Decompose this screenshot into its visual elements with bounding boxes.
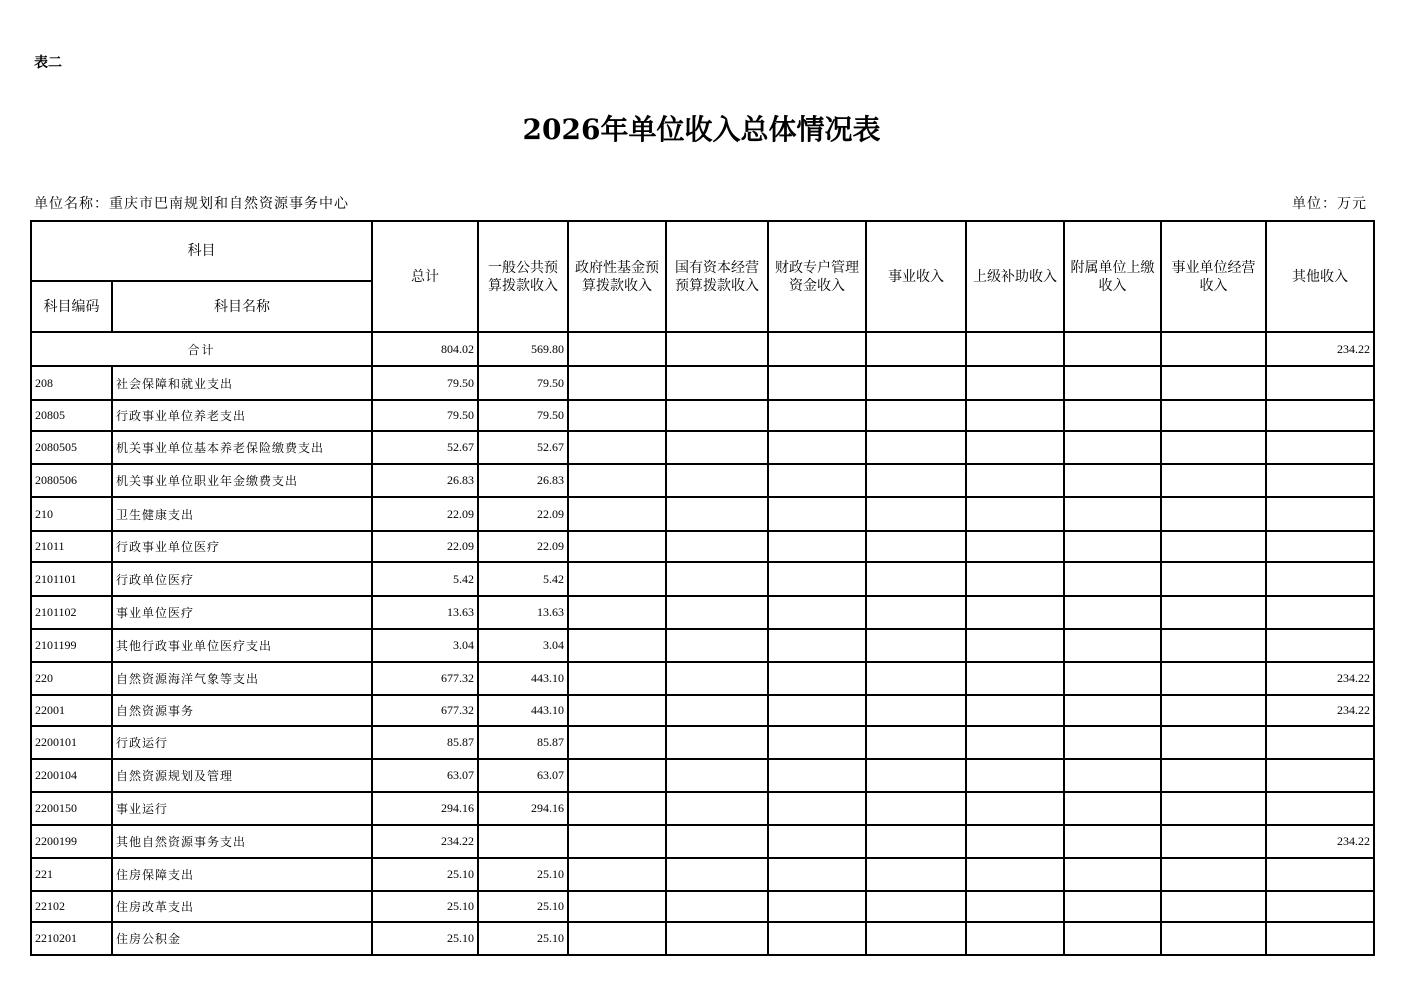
table-row	[31, 400, 1374, 431]
subject-name: 自然资源规划及管理	[112, 759, 372, 792]
amount-cell	[568, 662, 666, 695]
amount-cell	[768, 695, 866, 726]
header-affiliated-payment: 附属单位上缴收入	[1064, 221, 1161, 332]
subject-name: 行政单位医疗	[112, 562, 372, 596]
amount-cell: 25.10	[478, 891, 568, 922]
amount-cell: 677.32	[372, 695, 478, 726]
amount-cell	[1266, 792, 1374, 825]
amount-cell	[666, 596, 768, 629]
amount-cell	[666, 825, 768, 858]
amount-cell	[768, 464, 866, 497]
amount-cell	[1064, 562, 1161, 596]
amount-cell	[966, 792, 1064, 825]
table-row	[31, 629, 1374, 662]
total-cell	[1161, 332, 1266, 366]
amount-cell: 25.10	[372, 891, 478, 922]
amount-cell: 79.50	[372, 366, 478, 400]
total-cell	[1064, 332, 1161, 366]
amount-cell: 26.83	[478, 464, 568, 497]
amount-cell	[1064, 662, 1161, 695]
amount-cell	[1064, 759, 1161, 792]
amount-cell	[666, 695, 768, 726]
subject-name: 事业单位医疗	[112, 596, 372, 629]
subject-name: 行政运行	[112, 726, 372, 759]
amount-cell	[1064, 629, 1161, 662]
amount-cell	[666, 629, 768, 662]
amount-cell	[768, 662, 866, 695]
amount-cell	[866, 431, 966, 464]
subject-code: 2210201	[31, 922, 112, 955]
total-cell	[568, 332, 666, 366]
amount-cell	[568, 825, 666, 858]
amount-cell	[1064, 891, 1161, 922]
table-row	[31, 825, 1374, 858]
subject-code: 208	[31, 366, 112, 400]
amount-cell: 79.50	[372, 400, 478, 431]
subject-code: 2200101	[31, 726, 112, 759]
subject-code: 2080506	[31, 464, 112, 497]
amount-cell	[1064, 858, 1161, 891]
amount-cell	[1064, 695, 1161, 726]
amount-cell: 63.07	[372, 759, 478, 792]
amount-cell	[1064, 596, 1161, 629]
table-row	[31, 891, 1374, 922]
amount-cell	[966, 497, 1064, 531]
amount-cell: 5.42	[478, 562, 568, 596]
amount-cell	[866, 464, 966, 497]
amount-cell	[1266, 858, 1374, 891]
total-cell: 804.02	[372, 332, 478, 366]
amount-cell	[768, 922, 866, 955]
subject-name: 住房改革支出	[112, 891, 372, 922]
amount-cell	[1266, 400, 1374, 431]
amount-cell	[568, 431, 666, 464]
amount-cell	[666, 366, 768, 400]
total-cell	[768, 332, 866, 366]
subject-name: 住房公积金	[112, 922, 372, 955]
amount-cell	[866, 629, 966, 662]
header-total: 总计	[372, 221, 478, 332]
subject-name: 住房保障支出	[112, 858, 372, 891]
subject-code: 2101102	[31, 596, 112, 629]
amount-cell	[866, 562, 966, 596]
total-cell	[666, 332, 768, 366]
amount-cell	[666, 497, 768, 531]
amount-cell	[1064, 922, 1161, 955]
amount-cell	[568, 891, 666, 922]
amount-cell: 234.22	[1266, 695, 1374, 726]
table-row	[31, 596, 1374, 629]
amount-cell	[768, 366, 866, 400]
amount-cell	[966, 662, 1064, 695]
amount-cell: 79.50	[478, 366, 568, 400]
subject-code: 2101101	[31, 562, 112, 596]
subject-name: 机关事业单位职业年金缴费支出	[112, 464, 372, 497]
amount-cell	[1266, 562, 1374, 596]
subject-code: 220	[31, 662, 112, 695]
amount-cell	[1161, 531, 1266, 562]
amount-cell: 63.07	[478, 759, 568, 792]
amount-cell	[1161, 497, 1266, 531]
amount-cell	[966, 858, 1064, 891]
amount-cell	[666, 726, 768, 759]
subject-name: 行政事业单位医疗	[112, 531, 372, 562]
subject-code: 2101199	[31, 629, 112, 662]
amount-cell: 294.16	[478, 792, 568, 825]
amount-cell	[966, 759, 1064, 792]
amount-cell	[666, 891, 768, 922]
amount-cell	[666, 759, 768, 792]
amount-cell	[866, 759, 966, 792]
amount-cell	[768, 497, 866, 531]
amount-cell	[568, 531, 666, 562]
amount-cell: 25.10	[372, 858, 478, 891]
amount-cell	[1161, 662, 1266, 695]
amount-cell	[666, 922, 768, 955]
amount-cell: 234.22	[1266, 825, 1374, 858]
header-general-budget: 一般公共预算拨款收入	[478, 221, 568, 332]
amount-cell	[768, 759, 866, 792]
amount-cell	[966, 400, 1064, 431]
amount-cell	[768, 858, 866, 891]
subject-name: 自然资源海洋气象等支出	[112, 662, 372, 695]
amount-cell	[1161, 858, 1266, 891]
amount-cell: 3.04	[372, 629, 478, 662]
table-row	[31, 759, 1374, 792]
amount-cell	[866, 922, 966, 955]
amount-cell	[666, 858, 768, 891]
amount-cell	[768, 825, 866, 858]
table-row	[31, 662, 1374, 695]
amount-cell: 52.67	[372, 431, 478, 464]
amount-cell	[768, 726, 866, 759]
amount-cell	[568, 726, 666, 759]
table-row	[31, 464, 1374, 497]
total-cell	[966, 332, 1064, 366]
total-cell: 569.80	[478, 332, 568, 366]
amount-cell	[866, 792, 966, 825]
amount-cell	[1266, 431, 1374, 464]
amount-cell	[568, 562, 666, 596]
subject-code: 2200150	[31, 792, 112, 825]
amount-cell	[1266, 464, 1374, 497]
amount-cell	[866, 662, 966, 695]
amount-cell	[966, 464, 1064, 497]
amount-cell	[1266, 759, 1374, 792]
amount-cell	[866, 531, 966, 562]
amount-cell: 85.87	[478, 726, 568, 759]
amount-cell: 5.42	[372, 562, 478, 596]
amount-cell	[866, 858, 966, 891]
header-state-capital: 国有资本经营预算拨款收入	[666, 221, 768, 332]
header-subject: 科目	[31, 221, 372, 281]
page-title: 2026年单位收入总体情况表	[522, 113, 881, 146]
subject-name: 其他行政事业单位医疗支出	[112, 629, 372, 662]
amount-cell	[1161, 400, 1266, 431]
amount-cell	[568, 400, 666, 431]
amount-cell	[1266, 497, 1374, 531]
amount-cell	[568, 497, 666, 531]
amount-cell	[1266, 531, 1374, 562]
amount-cell	[1064, 366, 1161, 400]
amount-cell	[568, 366, 666, 400]
amount-cell: 3.04	[478, 629, 568, 662]
amount-cell	[966, 825, 1064, 858]
amount-cell	[1266, 366, 1374, 400]
income-table	[30, 220, 1375, 956]
amount-cell: 443.10	[478, 662, 568, 695]
subject-name: 自然资源事务	[112, 695, 372, 726]
amount-cell	[666, 431, 768, 464]
header-business-income: 事业收入	[866, 221, 966, 332]
amount-cell	[568, 922, 666, 955]
table-row	[31, 922, 1374, 955]
amount-cell	[1161, 825, 1266, 858]
subject-code: 221	[31, 858, 112, 891]
table-row	[31, 497, 1374, 531]
total-cell: 234.22	[1266, 332, 1374, 366]
amount-cell	[1161, 366, 1266, 400]
amount-cell: 52.67	[478, 431, 568, 464]
amount-cell	[1064, 464, 1161, 497]
subject-code: 2200199	[31, 825, 112, 858]
amount-cell	[1161, 431, 1266, 464]
amount-cell	[1161, 922, 1266, 955]
amount-cell	[666, 662, 768, 695]
unit-label: 单位：万元	[1292, 196, 1367, 212]
amount-cell: 22.09	[478, 497, 568, 531]
amount-cell: 79.50	[478, 400, 568, 431]
amount-cell	[1266, 891, 1374, 922]
amount-cell	[1161, 792, 1266, 825]
subject-name: 行政事业单位养老支出	[112, 400, 372, 431]
amount-cell	[478, 825, 568, 858]
amount-cell	[1064, 531, 1161, 562]
amount-cell: 13.63	[372, 596, 478, 629]
amount-cell: 22.09	[372, 531, 478, 562]
amount-cell: 22.09	[372, 497, 478, 531]
header-gov-fund: 政府性基金预算拨款收入	[568, 221, 666, 332]
amount-cell	[1064, 825, 1161, 858]
amount-cell	[666, 400, 768, 431]
amount-cell	[1161, 596, 1266, 629]
subject-code: 2080505	[31, 431, 112, 464]
amount-cell	[1064, 497, 1161, 531]
amount-cell	[1161, 891, 1266, 922]
subject-code: 210	[31, 497, 112, 531]
table-row	[31, 431, 1374, 464]
amount-cell	[1266, 629, 1374, 662]
amount-cell	[666, 531, 768, 562]
amount-cell	[666, 562, 768, 596]
amount-cell	[1064, 431, 1161, 464]
unit-name: 单位名称：重庆市巴南规划和自然资源事务中心	[34, 196, 349, 212]
amount-cell	[866, 891, 966, 922]
amount-cell	[568, 858, 666, 891]
amount-cell	[1161, 629, 1266, 662]
amount-cell	[966, 726, 1064, 759]
amount-cell: 13.63	[478, 596, 568, 629]
amount-cell	[568, 695, 666, 726]
amount-cell: 25.10	[372, 922, 478, 955]
amount-cell	[1161, 695, 1266, 726]
amount-cell	[966, 431, 1064, 464]
amount-cell	[966, 366, 1064, 400]
amount-cell	[1266, 596, 1374, 629]
amount-cell: 25.10	[478, 858, 568, 891]
amount-cell	[1064, 726, 1161, 759]
amount-cell	[866, 825, 966, 858]
amount-cell	[568, 759, 666, 792]
subject-name: 卫生健康支出	[112, 497, 372, 531]
header-name: 科目名称	[112, 281, 372, 332]
amount-cell: 234.22	[1266, 662, 1374, 695]
subject-code: 20805	[31, 400, 112, 431]
amount-cell: 234.22	[372, 825, 478, 858]
table-row	[31, 531, 1374, 562]
amount-cell	[568, 596, 666, 629]
subject-name: 事业运行	[112, 792, 372, 825]
amount-cell	[1266, 922, 1374, 955]
amount-cell: 26.83	[372, 464, 478, 497]
total-label: 合计	[31, 332, 372, 366]
amount-cell	[866, 366, 966, 400]
table-row	[31, 792, 1374, 825]
amount-cell	[768, 792, 866, 825]
subject-name: 社会保障和就业支出	[112, 366, 372, 400]
total-row	[31, 332, 1374, 366]
amount-cell: 294.16	[372, 792, 478, 825]
subject-code: 21011	[31, 531, 112, 562]
subject-code: 22102	[31, 891, 112, 922]
subject-name: 机关事业单位基本养老保险缴费支出	[112, 431, 372, 464]
amount-cell	[1161, 464, 1266, 497]
amount-cell	[866, 596, 966, 629]
amount-cell	[768, 891, 866, 922]
table-row	[31, 858, 1374, 891]
amount-cell	[1064, 792, 1161, 825]
table-row	[31, 695, 1374, 726]
amount-cell	[768, 629, 866, 662]
table-body	[31, 332, 1374, 955]
amount-cell	[768, 400, 866, 431]
subject-name: 其他自然资源事务支出	[112, 825, 372, 858]
amount-cell: 677.32	[372, 662, 478, 695]
amount-cell	[966, 922, 1064, 955]
amount-cell	[666, 792, 768, 825]
header-code: 科目编码	[31, 281, 112, 332]
amount-cell	[1064, 400, 1161, 431]
amount-cell: 443.10	[478, 695, 568, 726]
amount-cell	[1161, 759, 1266, 792]
amount-cell	[1266, 726, 1374, 759]
amount-cell	[966, 891, 1064, 922]
amount-cell	[768, 596, 866, 629]
amount-cell	[568, 792, 666, 825]
amount-cell: 25.10	[478, 922, 568, 955]
amount-cell: 85.87	[372, 726, 478, 759]
table-label: 表二	[34, 55, 62, 71]
amount-cell	[568, 464, 666, 497]
amount-cell	[666, 464, 768, 497]
amount-cell	[768, 531, 866, 562]
amount-cell: 22.09	[478, 531, 568, 562]
amount-cell	[1161, 726, 1266, 759]
amount-cell	[866, 726, 966, 759]
header-special-account: 财政专户管理资金收入	[768, 221, 866, 332]
total-cell	[866, 332, 966, 366]
table-row	[31, 366, 1374, 400]
amount-cell	[866, 497, 966, 531]
subject-code: 2200104	[31, 759, 112, 792]
amount-cell	[966, 695, 1064, 726]
amount-cell	[966, 629, 1064, 662]
amount-cell	[966, 596, 1064, 629]
header-superior-subsidy: 上级补助收入	[966, 221, 1064, 332]
table-row	[31, 726, 1374, 759]
header-operating-income: 事业单位经营收入	[1161, 221, 1266, 332]
amount-cell	[568, 629, 666, 662]
amount-cell	[1161, 562, 1266, 596]
header-other-income: 其他收入	[1266, 221, 1374, 332]
amount-cell	[768, 431, 866, 464]
amount-cell	[866, 400, 966, 431]
subject-code: 22001	[31, 695, 112, 726]
amount-cell	[768, 562, 866, 596]
amount-cell	[966, 562, 1064, 596]
amount-cell	[866, 695, 966, 726]
table-row	[31, 562, 1374, 596]
amount-cell	[966, 531, 1064, 562]
